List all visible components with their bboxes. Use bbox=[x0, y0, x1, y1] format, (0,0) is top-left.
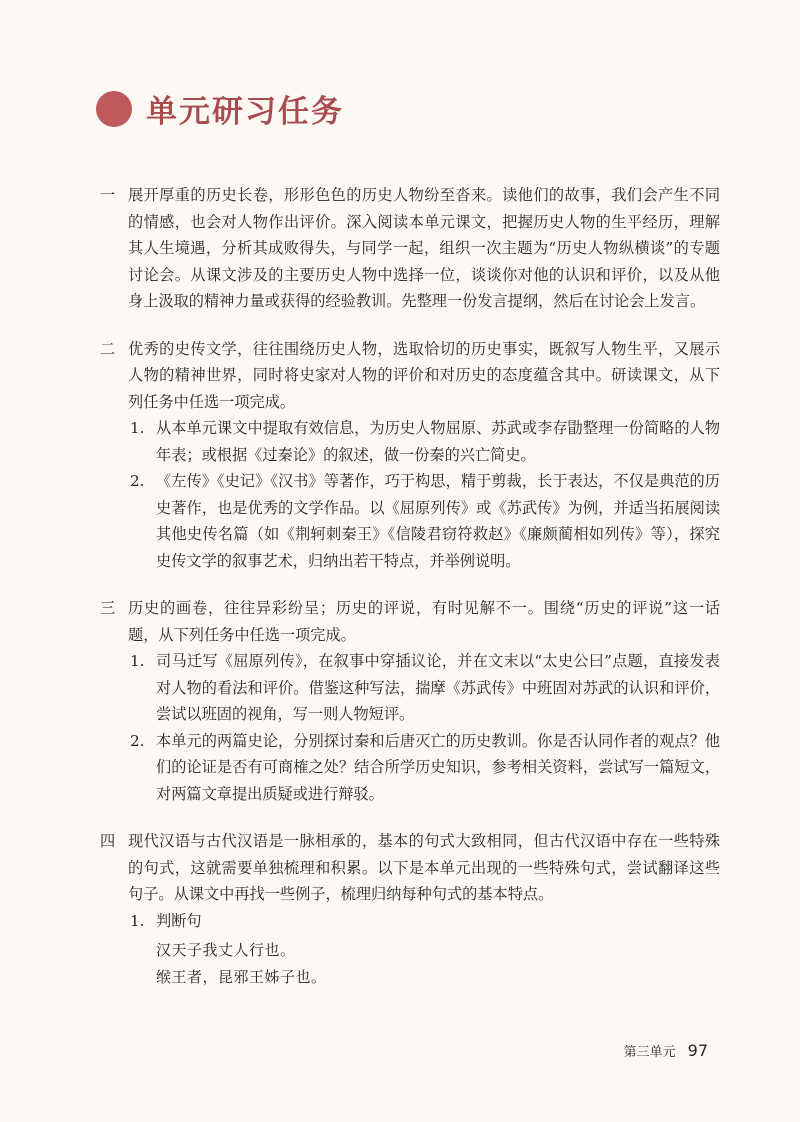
task-3 bbox=[96, 595, 720, 807]
page-footer bbox=[624, 1041, 708, 1060]
heading-dot-icon bbox=[96, 91, 132, 127]
example-sentence: 汉天子我丈人行也。 bbox=[156, 941, 296, 959]
task-text: 历史的画卷，往往异彩纷呈；历史的评说，有时见解不一。围绕“历史的评说”这一话题，从下列任务中任选一项完成。 bbox=[128, 599, 720, 644]
section-title: 单元研习任务 bbox=[146, 94, 344, 130]
section-heading bbox=[96, 86, 344, 131]
subtask-text: 本单元的两篇史论，分别探讨秦和后唐灭亡的历史教训。你是否认同作者的观点？他们的论证是否有可商榷之处？结合所学历史知识，参考相关资料，尝试写一篇短文，对两篇文章提出质疑或进行辩驳。 bbox=[156, 731, 720, 803]
subtask-number: 2. bbox=[130, 731, 145, 750]
subtask-number: 1. bbox=[130, 911, 145, 930]
task-text: 展开厚重的历史长卷，形形色色的历史人物纷至沓来。读他们的故事，我们会产生不同的情感，也会对人物作出评价。深入阅读本单元课文，把握历史人物的生平经历，理解其人生境遇，分析其成败得失，与同学一起，组织一次主题为“历史人物纵横谈”的专题讨论会。从课文涉及的主要历史人物中选择一位，谈谈你对他的认识和评价，以及从他身上汲取的精神力量或获得的经验教训。先整理一份发言提纲，然后在讨论会上发言。 bbox=[128, 186, 720, 310]
task-2 bbox=[96, 336, 720, 575]
subtask-2-2 bbox=[128, 468, 720, 574]
subtask-text: 判断句 bbox=[156, 911, 202, 930]
subtask-text: 《左传》《史记》《汉书》等著作，巧于构思，精于剪裁，长于表达，不仅是典范的历史著作，也是优秀的文学作品。以《屈原列传》或《苏武传》为例，并适当拓展阅读其他史传名篇（如《荆轲刺秦王》《信陵君窃符救赵》《廉颇蔺相如列传》等），探究史传文学的叙事艺术，归纳出若干特点，并举例说明。 bbox=[156, 472, 720, 570]
task-list bbox=[96, 182, 720, 991]
subtask-3-1 bbox=[128, 648, 720, 728]
task-number: 一 bbox=[100, 186, 116, 204]
subtask-number: 2. bbox=[130, 472, 145, 490]
subtask-number: 1. bbox=[130, 419, 145, 437]
task-number: 三 bbox=[100, 599, 116, 617]
example-sentence: 缑王者，昆邪王姊子也。 bbox=[156, 968, 327, 986]
subtask-2-1 bbox=[128, 415, 720, 468]
subtask-3-2 bbox=[128, 728, 720, 808]
subtask-number: 1. bbox=[130, 652, 145, 670]
task-number: 二 bbox=[100, 339, 116, 358]
subtask-text: 从本单元课文中提取有效信息，为历史人物屈原、苏武或李存勖整理一份简略的人物年表；或根据《过秦论》的叙述，做一份秦的兴亡简史。 bbox=[156, 419, 720, 464]
subtask-text: 司马迁写《屈原列传》，在叙事中穿插议论，并在文末以“太史公曰”点题，直接发表对人物的看法和评价。借鉴这种写法，揣摩《苏武传》中班固对苏武的认识和评价，尝试以班固的视角，写一则人物短评。 bbox=[156, 652, 720, 723]
page-number: 97 bbox=[687, 1041, 708, 1060]
task-text: 现代汉语与古代汉语是一脉相承的，基本的句式大致相同，但古代汉语中存在一些特殊的句式，这就需要单独梳理和积累。以下是本单元出现的一些特殊句式，尝试翻译这些句子。从课文中再找一些例子，梳理归纳每种句式的基本特点。 bbox=[128, 832, 720, 903]
task-text: 优秀的史传文学，往往围绕历史人物，选取恰切的历史事实，既叙写人物生平，又展示人物的精神世界，同时将史家对人物的评价和对历史的态度蕴含其中。研读课文，从下列任务中任选一项完成。 bbox=[128, 339, 720, 411]
task-4 bbox=[96, 828, 720, 991]
task-1 bbox=[96, 182, 720, 315]
subtask-4-1 bbox=[128, 908, 720, 935]
task-number: 四 bbox=[100, 832, 116, 850]
unit-label: 第三单元 bbox=[623, 1045, 676, 1060]
